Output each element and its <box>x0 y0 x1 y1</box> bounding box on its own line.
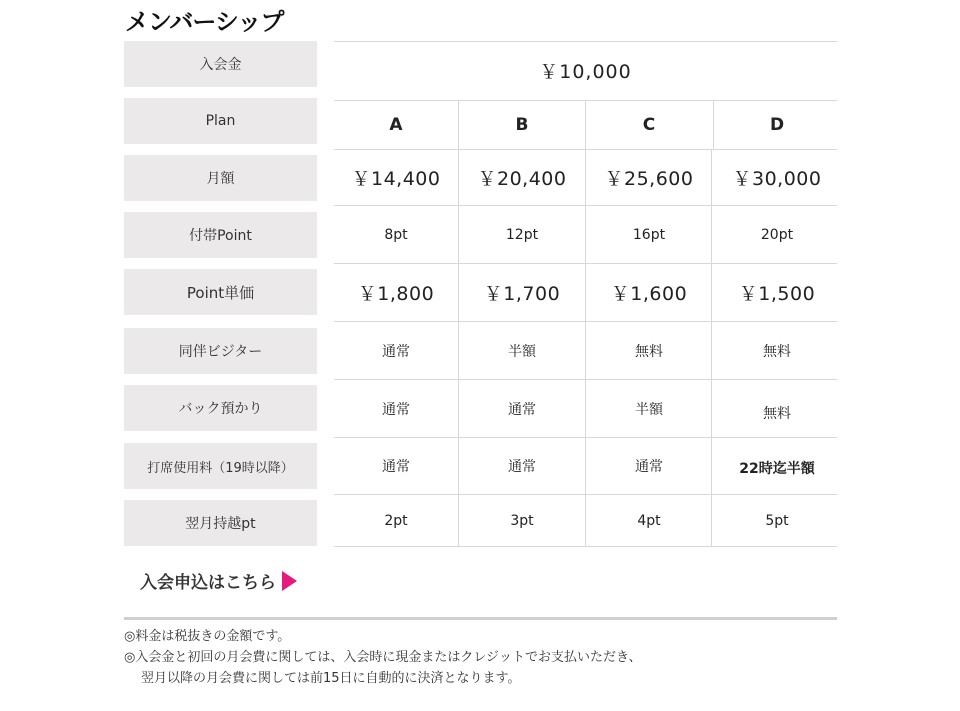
plan-d: D <box>769 114 785 135</box>
notes <box>124 626 837 689</box>
unit-price-d: ￥1,500 <box>738 283 816 305</box>
unit-price-b: ￥1,700 <box>483 283 561 305</box>
bag-b: 通常 <box>508 401 536 418</box>
visitor-c: 無料 <box>635 343 663 360</box>
divider <box>124 617 837 620</box>
bag-c: 半額 <box>635 401 663 418</box>
carryover-c: 4pt <box>637 512 661 529</box>
monthly-a: ￥14,400 <box>351 168 441 190</box>
row-label-points: 付帯Point <box>124 212 317 258</box>
row-label-unit-price: Point単価 <box>124 269 317 315</box>
bag-a: 通常 <box>382 401 410 418</box>
plan-b: B <box>515 114 529 135</box>
monthly-d: ￥30,000 <box>732 168 822 190</box>
row-label-night: 打席使用料（19時以降） <box>124 443 317 489</box>
fee-value: ￥10,000 <box>539 61 632 83</box>
carryover-b: 3pt <box>510 512 534 529</box>
row-label-monthly: 月額 <box>124 155 317 201</box>
row-label-bag: バック預かり <box>124 385 317 431</box>
bag-d: 無料 <box>763 405 791 422</box>
visitor-d: 無料 <box>763 343 791 360</box>
row-label-plan: Plan <box>124 98 317 144</box>
apply-link[interactable] <box>140 568 297 593</box>
unit-price-a: ￥1,800 <box>357 283 435 305</box>
note-line: ◎料金は税抜きの金額です。 <box>124 629 291 644</box>
unit-price-c: ￥1,600 <box>610 283 688 305</box>
note-line: ◎入会金と初回の月会費に関しては、入会時に現金またはクレジットでお支払いただき、 <box>124 650 642 665</box>
plan-a: A <box>389 114 403 135</box>
visitor-b: 半額 <box>508 343 536 360</box>
row-label-carryover: 翌月持越pt <box>124 500 317 546</box>
carryover-a: 2pt <box>384 512 408 529</box>
row-label-fee: 入会金 <box>124 41 317 87</box>
monthly-b: ￥20,400 <box>477 168 567 190</box>
points-c: 16pt <box>632 226 666 243</box>
visitor-a: 通常 <box>382 343 410 360</box>
night-b: 通常 <box>508 459 536 475</box>
apply-link-label: 入会申込はこちら <box>140 573 276 593</box>
night-d: 22時迄半額 <box>739 461 815 477</box>
plan-c: C <box>642 114 656 135</box>
play-arrow-icon <box>282 571 297 591</box>
note-line: 翌月以降の月会費に関しては前15日に自動的に決済となります。 <box>141 671 521 686</box>
row-label-visitor: 同伴ビジター <box>124 328 317 374</box>
monthly-c: ￥25,600 <box>604 168 694 190</box>
points-a: 8pt <box>384 226 408 243</box>
night-a: 通常 <box>382 459 410 475</box>
points-d: 20pt <box>760 226 794 243</box>
points-b: 12pt <box>505 226 539 243</box>
page-title: メンバーシップ <box>125 8 284 36</box>
carryover-d: 5pt <box>765 512 789 529</box>
night-c: 通常 <box>635 459 663 475</box>
